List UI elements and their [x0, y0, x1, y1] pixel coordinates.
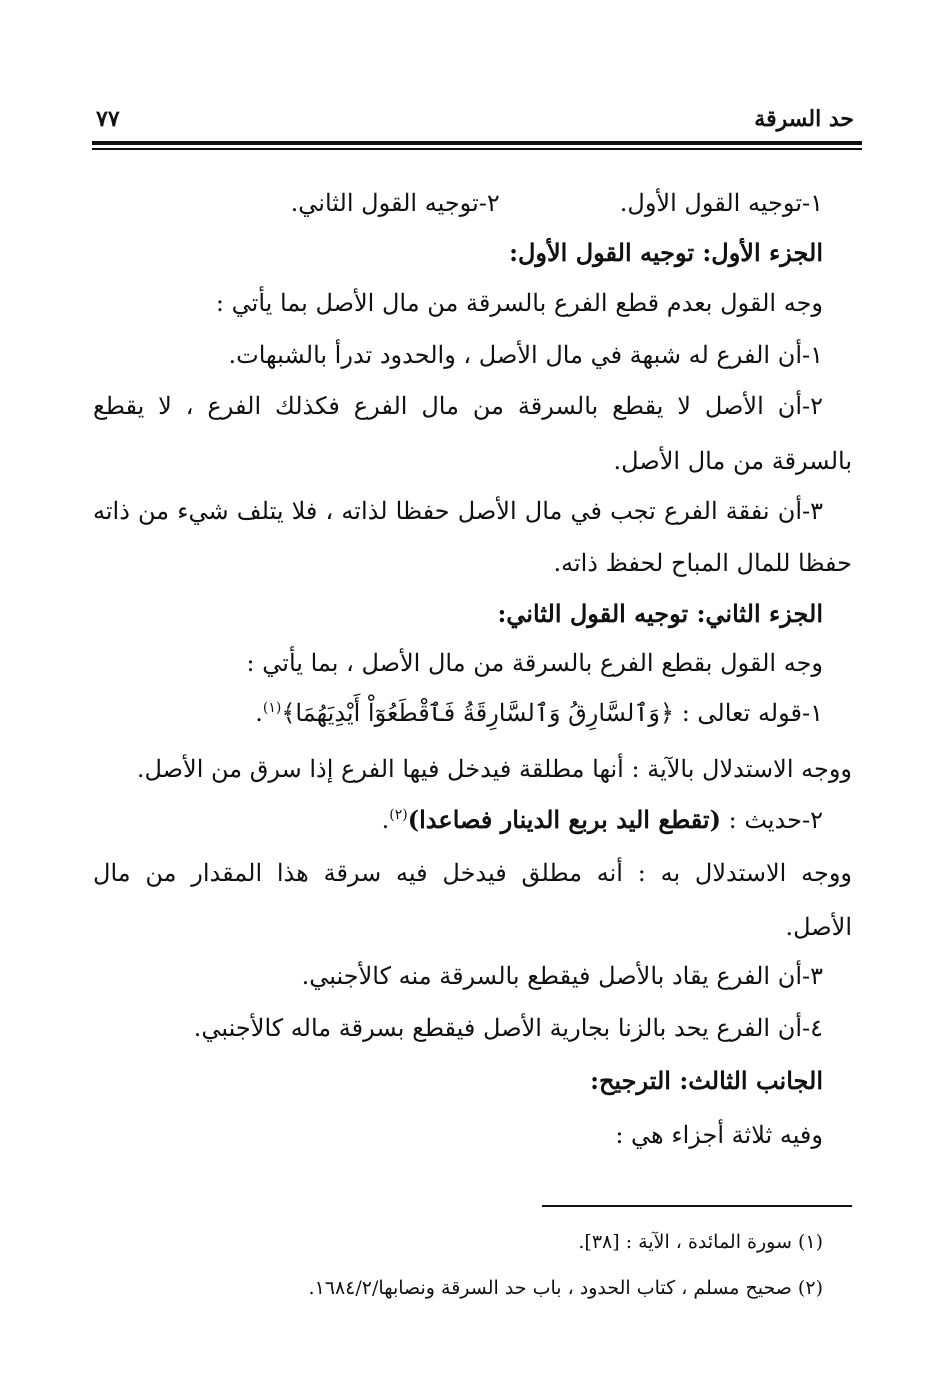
hadith-citation-line: ٢-حديث : (تقطع اليد بربع الدينار فصاعدا)$^{(٢)}$. — [381, 805, 823, 834]
paragraph-line: وجه القول بعدم قطع الفرع بالسرقة من مال الأصل بما يأتي : — [215, 289, 823, 317]
paragraph-line: بالسرقة من مال الأصل. — [613, 447, 852, 475]
paragraph-line: ١-أن الفرع له شبهة في مال الأصل ، والحدود تدرأ بالشبهات. — [228, 341, 823, 369]
list-item — [93, 186, 823, 220]
footnote-ref: (٢) — [389, 807, 408, 823]
section-heading: الجانب الثالث: الترجيح: — [590, 1066, 823, 1095]
paragraph-line: وجه القول بقطع الفرع بالسرقة من مال الأصل ، بما يأتي : — [246, 649, 823, 677]
paragraph-line: ووجه الاستدلال بالآية : أنها مطلقة فيدخل فيها الفرع إذا سرق من الأصل. — [136, 755, 852, 783]
page-header — [92, 106, 862, 136]
list-item-second: ٢-توجيه القول الثاني. — [290, 189, 500, 217]
quran-citation-line: ١-قوله تعالى : ﴿وَٱلسَّارِقُ وَٱلسَّارِقَةُ فَٱقْطَعُوٓاْ أَيْدِيَهُمَا﴾$^{(١)}$. — [255, 699, 823, 727]
footnote: (٢) صحيح مسلم ، كتاب الحدود ، باب حد السرقة ونصابها/١٦٨٤/٢. — [308, 1277, 823, 1299]
paragraph-line: حفظا للمال المباح لحفظ ذاته. — [553, 549, 852, 577]
footnote-separator — [542, 1205, 852, 1207]
hadith-text: (تقطع اليد بربع الدينار فصاعدا) — [407, 805, 721, 834]
citation-intro: ١-قوله تعالى : — [674, 699, 823, 727]
page-number: ٧٧ — [96, 106, 120, 132]
footnote: (١) سورة المائدة ، الآية : [٣٨]. — [578, 1231, 823, 1253]
footnote-ref: (١) — [262, 700, 282, 716]
paragraph-line: ٣-أن الفرع يقاد بالأصل فيقطع بالسرقة منه كالأجنبي. — [301, 962, 823, 990]
section-heading: الجزء الأول: توجيه القول الأول: — [509, 238, 823, 267]
paragraph-line: الأصل. — [785, 913, 852, 941]
running-title: حد السرقة — [754, 106, 854, 132]
paragraph-line: وفيه ثلاثة أجزاء هي : — [615, 1121, 823, 1149]
section-heading: الجزء الثاني: توجيه القول الثاني: — [497, 599, 823, 628]
paragraph-line: ٢-أن الأصل لا يقطع بالسرقة من مال الفرع فكذلك الفرع ، لا يقطع — [93, 392, 823, 420]
paragraph-line: ٤-أن الفرع يحد بالزنا بجارية الأصل فيقطع بسرقة ماله كالأجنبي. — [193, 1014, 823, 1042]
quran-verse: ﴿وَٱلسَّارِقُ وَٱلسَّارِقَةُ فَٱقْطَعُوٓاْ أَيْدِيَهُمَا﴾ — [281, 699, 675, 727]
header-rule-thick — [92, 141, 862, 145]
paragraph-line: ووجه الاستدلال به : أنه مطلق فيدخل فيه سرقة هذا المقدار من مال — [93, 859, 852, 887]
paragraph-line: ٣-أن نفقة الفرع تجب في مال الأصل حفظا لذاته ، فلا يتلف شيء من ذاته — [93, 497, 823, 525]
citation-intro: ٢-حديث : — [720, 806, 823, 834]
list-item-first: ١-توجيه القول الأول. — [619, 189, 823, 217]
header-rule-thin — [92, 148, 862, 150]
